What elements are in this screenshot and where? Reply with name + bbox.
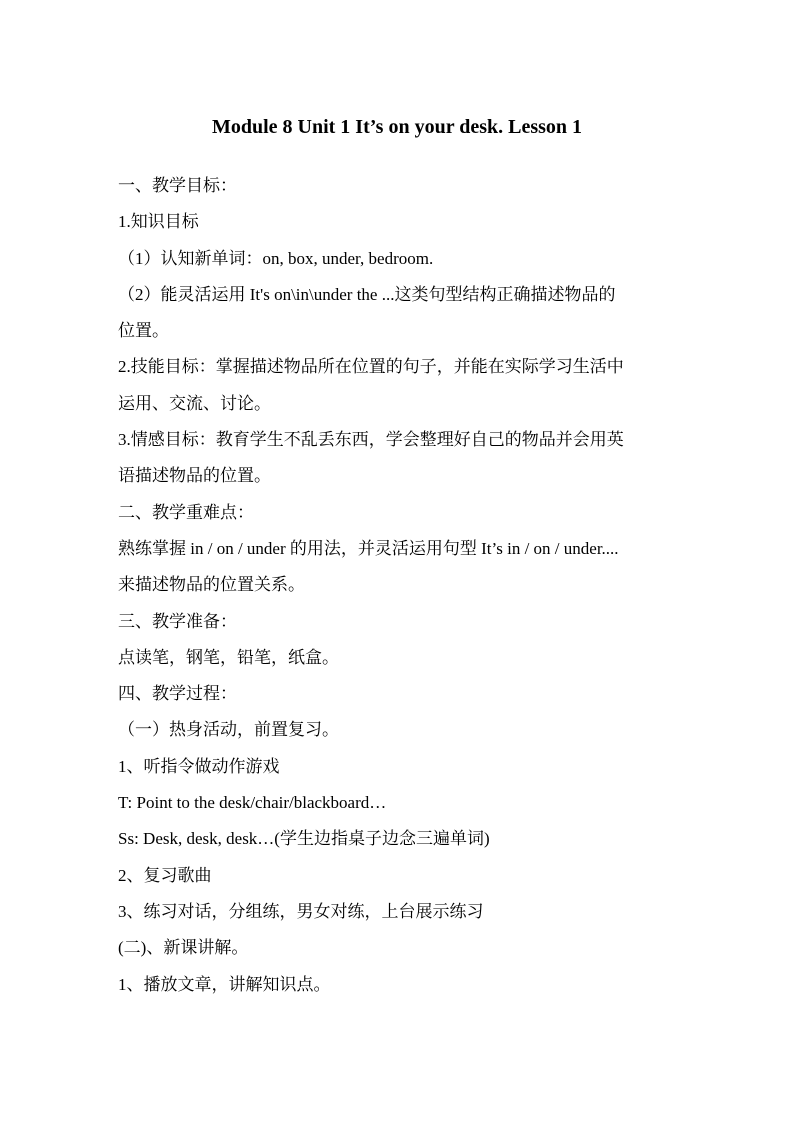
section-heading-process: 四、教学过程： [118, 684, 237, 704]
process-step-1: 1、听指令做动作游戏 [118, 756, 280, 776]
document-title: Module 8 Unit 1 It’s on your desk. Lesson 1 [211, 116, 583, 138]
emotion-objective-cont: 语描述物品的位置。 [118, 466, 271, 486]
document-body [118, 168, 683, 1003]
key-points-text: 熟练掌握 in / on / under 的用法，并灵活运用句型 It’s in / on / under.... [118, 538, 619, 558]
key-points-text-cont: 来描述物品的位置关系。 [118, 575, 305, 595]
section-heading-preparation: 三、教学准备： [118, 611, 237, 631]
students-line: Ss: Desk, desk, desk…(学生边指桌子边念三遍单词) [118, 829, 490, 849]
process-warmup-heading: （一）热身活动，前置复习。 [118, 720, 339, 740]
skill-objective: 2.技能目标：掌握描述物品所在位置的句子，并能在实际学习生活中 [118, 357, 624, 377]
process-new-lesson-heading: (二)、新课讲解。 [118, 938, 249, 958]
knowledge-objective-heading: 1.知识目标 [118, 212, 199, 232]
section-heading-objectives: 一、教学目标： [118, 176, 237, 195]
emotion-objective: 3.情感目标：教育学生不乱丢东西，学会整理好自己的物品并会用英 [118, 430, 624, 450]
section-heading-key-points: 二、教学重难点： [118, 502, 254, 522]
knowledge-objective-2-cont: 位置。 [118, 321, 169, 341]
new-lesson-step-1: 1、播放文章，讲解知识点。 [118, 974, 331, 994]
process-step-3: 3、练习对话，分组练，男女对练，上台展示练习 [118, 901, 484, 921]
teacher-line: T: Point to the desk/chair/blackboard… [118, 793, 387, 813]
process-step-2: 2、复习歌曲 [118, 865, 212, 885]
skill-objective-cont: 运用、交流、讨论。 [118, 393, 271, 413]
preparation-text: 点读笔，钢笔，铅笔，纸盒。 [118, 647, 339, 667]
knowledge-objective-1: （1）认知新单词：on, box, under, bedroom. [118, 248, 434, 268]
knowledge-objective-2: （2）能灵活运用 It's on\in\under the ...这类句型结构正确描述物品的 [118, 284, 616, 304]
